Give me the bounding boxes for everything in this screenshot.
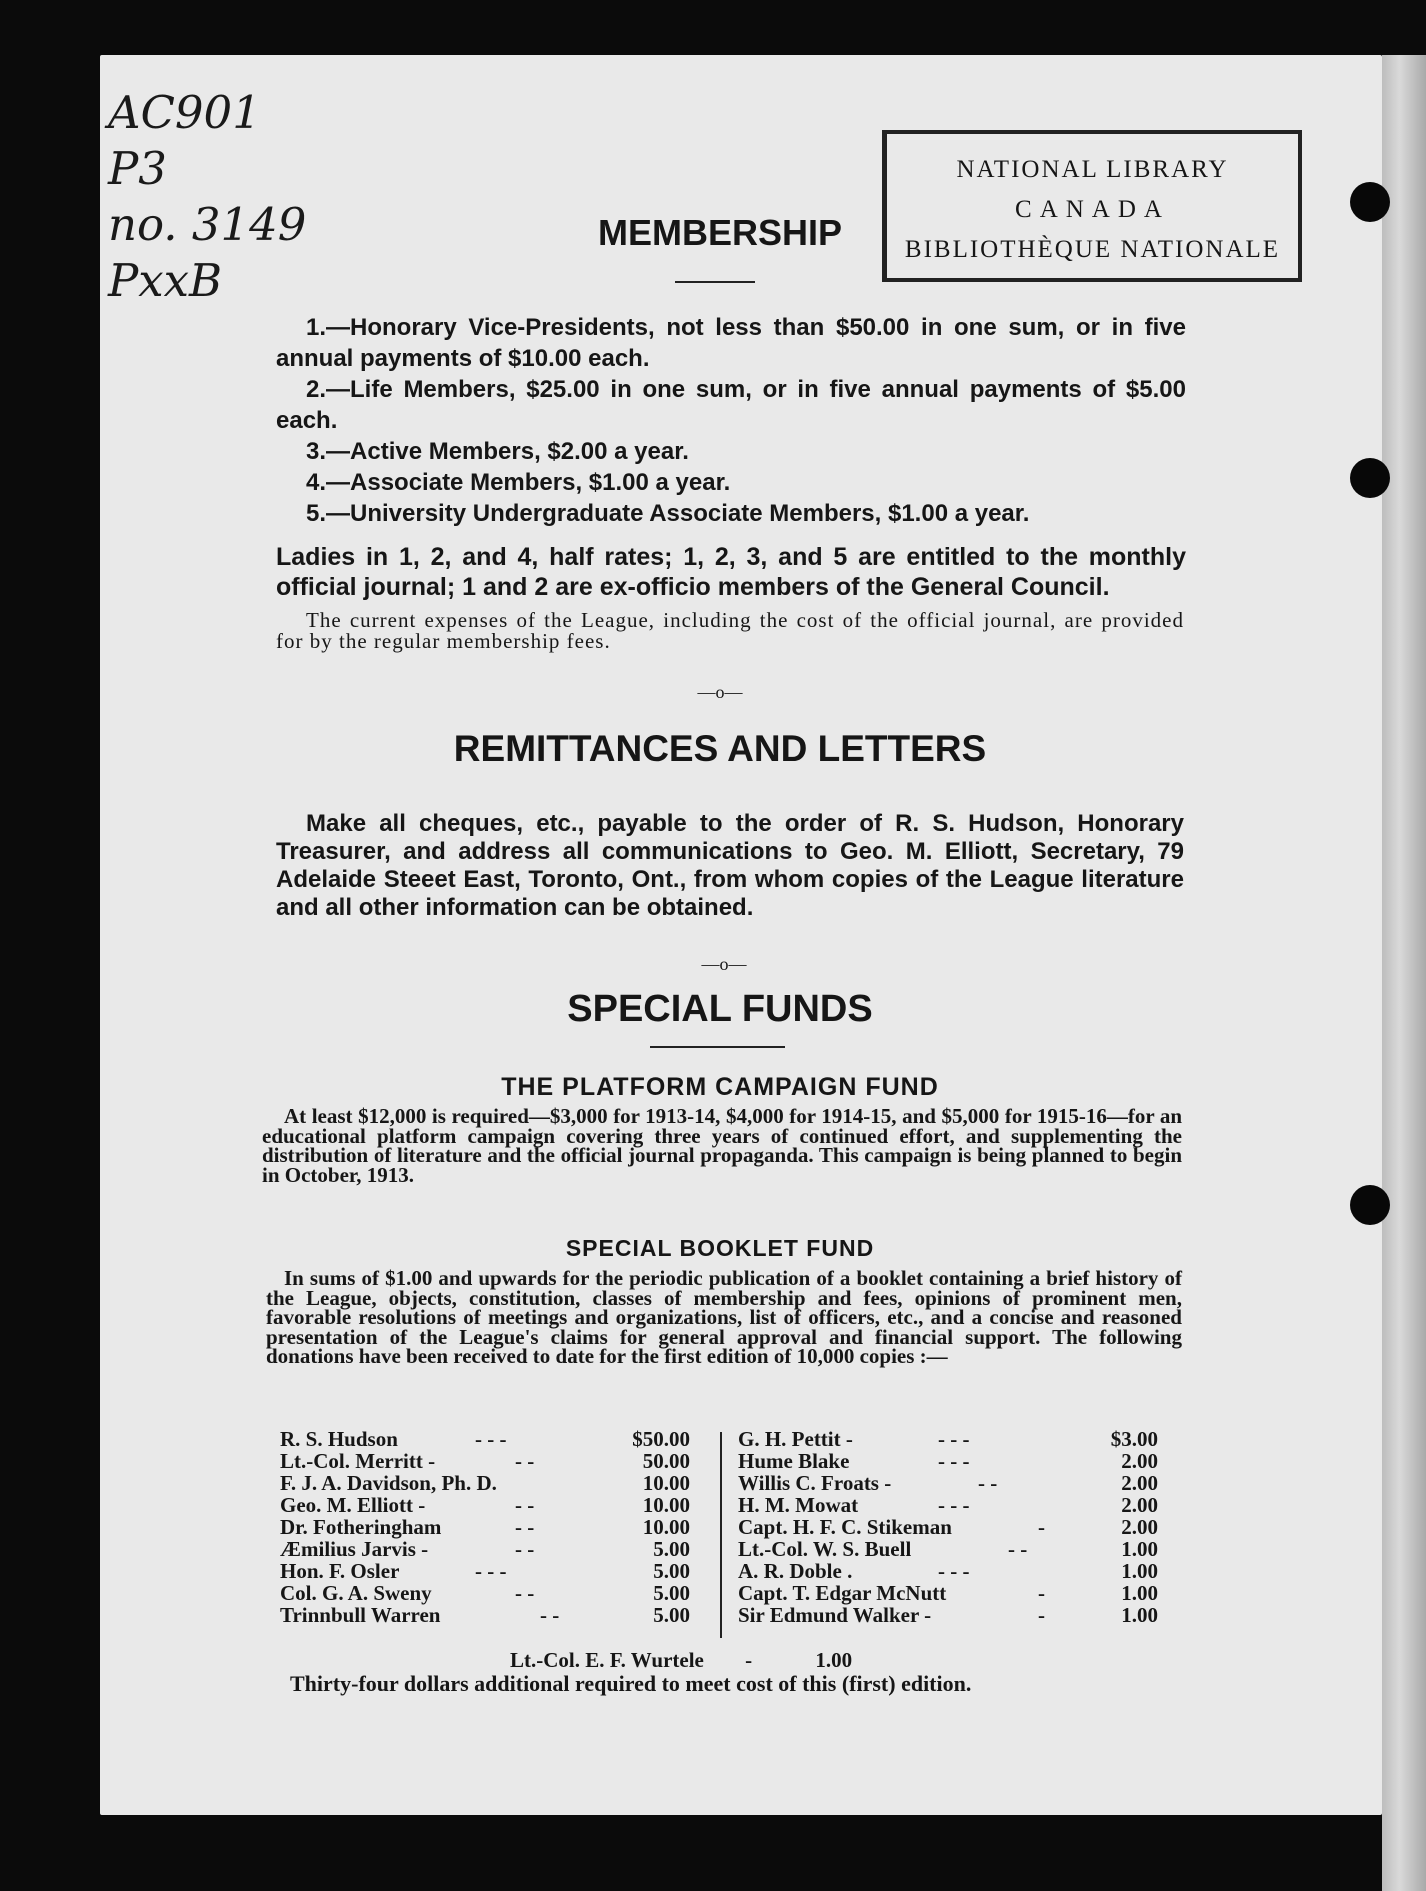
donor-name: Sir Edmund Walker - (738, 1603, 932, 1627)
remittances-heading: REMITTANCES AND LETTERS (453, 728, 987, 769)
donor-dash: - - - (938, 1449, 970, 1473)
donor-name: Geo. M. Elliott - (280, 1493, 426, 1517)
donor-name: Col. G. A. Sweny (280, 1581, 432, 1605)
stamp-line: NATIONAL LIBRARY (956, 156, 1229, 183)
donor-name: Hon. F. Osler (280, 1559, 400, 1583)
separator: —o— (697, 682, 743, 702)
donation-amount: 1.00 (815, 1648, 853, 1672)
donor-name: Willis C. Froats - (738, 1471, 892, 1495)
donation-row (738, 1604, 1158, 1626)
donor-dash: - - (515, 1493, 535, 1517)
column-divider (720, 1432, 722, 1638)
donor-dash: - - - (938, 1427, 970, 1451)
binding-hole (1350, 182, 1390, 222)
donor-name: Capt. T. Edgar McNutt (738, 1581, 947, 1605)
donation-row (280, 1582, 690, 1604)
call-number-line: AC901 (108, 86, 261, 139)
donation-amount: 1.00 (1121, 1603, 1158, 1627)
donation-amount: 2.00 (1121, 1515, 1158, 1539)
library-stamp (882, 130, 1302, 282)
donor-name: Lt.-Col. W. S. Buell (738, 1537, 912, 1561)
remittances-text: Make all cheques, etc., payable to the order of R. S. Hudson, Honorary Treasurer, and address all communications to Geo. M. Elliott, Secretary, 79 Adelaide Steeet East, Toronto, Ont., from whom copies of the League literature and all other information can be obtained. (276, 810, 1184, 921)
closing-note: Thirty-four dollars additional required to meet cost of this (first) edition. (290, 1671, 972, 1696)
donation-row (280, 1472, 690, 1494)
donor-dash: - (745, 1648, 753, 1672)
donor-dash: - (1038, 1581, 1045, 1605)
donor-name: F. J. A. Davidson, Ph. D. (280, 1471, 497, 1495)
platform-fund-heading: THE PLATFORM CAMPAIGN FUND (501, 1073, 939, 1101)
donation-amount: $3.00 (1110, 1427, 1158, 1451)
donor-dash: - - (540, 1603, 560, 1627)
donations-right-column (738, 1428, 1158, 1626)
scan-edge (1382, 55, 1426, 1891)
donation-amount: 10.00 (642, 1471, 690, 1495)
donor-dash: - - (515, 1515, 535, 1539)
donor-name: Dr. Fotheringham (280, 1515, 442, 1539)
binding-hole (1350, 458, 1390, 498)
donor-name: H. M. Mowat (738, 1493, 859, 1517)
binding-hole (1350, 1185, 1390, 1225)
call-number-line: P3 (108, 142, 167, 195)
stamp-line: CANADA (1015, 196, 1170, 223)
donor-dash: - - (515, 1581, 535, 1605)
membership-item: 3.—Active Members, $2.00 a year. (306, 438, 689, 465)
heading-rule (675, 281, 755, 283)
donor-dash: - - (978, 1471, 998, 1495)
call-number-line: PxxB (108, 254, 223, 307)
donation-amount: 5.00 (653, 1581, 690, 1605)
donor-name: R. S. Hudson (280, 1427, 398, 1451)
donor-dash: - (1038, 1515, 1045, 1539)
membership-item: 2.—Life Members, $25.00 in one sum, or in five annual payments of $5.00 each. (276, 376, 1186, 434)
donation-row (280, 1560, 690, 1582)
donation-amount: 1.00 (1121, 1559, 1158, 1583)
special-funds-heading: SPECIAL FUNDS (567, 988, 873, 1030)
membership-heading: MEMBERSHIP (597, 212, 843, 253)
donor-name: A. R. Doble . (738, 1559, 853, 1583)
donation-row (280, 1450, 690, 1472)
ladies-note: Ladies in 1, 2, and 4, half rates; 1, 2, 3, and 5 are entitled to the monthly official journal; 1 and 2 are ex-officio members of the General Council. (276, 543, 1186, 601)
donation-row-extra (510, 1648, 852, 1673)
donor-name: Hume Blake (738, 1449, 850, 1473)
donor-name: G. H. Pettit - (738, 1427, 853, 1451)
donation-row (738, 1538, 1158, 1560)
donations-list (280, 1428, 1180, 1644)
donor-dash: - - - (475, 1559, 507, 1583)
donation-amount: 5.00 (653, 1603, 690, 1627)
donation-amount: 1.00 (1121, 1537, 1158, 1561)
donations-left-column (280, 1428, 690, 1626)
stamp-line: BIBLIOTHÈQUE NATIONALE (904, 236, 1281, 263)
donation-row (738, 1560, 1158, 1582)
membership-item: 5.—University Undergraduate Associate Members, $1.00 a year. (306, 500, 1030, 527)
donation-row (738, 1516, 1158, 1538)
donor-dash: - (1038, 1603, 1045, 1627)
donation-row (280, 1604, 690, 1626)
booklet-fund-text: In sums of $1.00 and upwards for the periodic publication of a booklet containing a brief history of the League, objects, constitution, classes of membership and fees, opinions of prominent men, favorable resolutions of meetings and organizations, list of officers, etc., and a concise and reasoned presentation of the League's claims for general approval and financial support. The following donations have been received to date for the first edition of 10,000 copies :— (266, 1266, 1182, 1368)
donation-amount: $50.00 (632, 1427, 690, 1451)
donor-dash: - - - (938, 1559, 970, 1583)
donor-name: Æmilius Jarvis - (280, 1537, 429, 1561)
donation-row (738, 1494, 1158, 1516)
donation-row (738, 1472, 1158, 1494)
membership-list (276, 312, 1186, 529)
donation-amount: 50.00 (642, 1449, 690, 1473)
donation-row (280, 1516, 690, 1538)
donation-row (738, 1428, 1158, 1450)
handwritten-call-number (108, 85, 308, 309)
donor-name: Lt.-Col. Merritt - (280, 1449, 436, 1473)
call-number-line: no. 3149 (108, 198, 307, 251)
donation-row (280, 1494, 690, 1516)
donor-dash: - - - (938, 1493, 970, 1517)
membership-item: 4.—Associate Members, $1.00 a year. (306, 469, 731, 496)
donor-name: Lt.-Col. E. F. Wurtele (510, 1648, 704, 1672)
donation-amount: 10.00 (642, 1493, 690, 1517)
donor-name: Capt. H. F. C. Stikeman (738, 1515, 952, 1539)
donation-row (280, 1538, 690, 1560)
donation-amount: 10.00 (642, 1515, 690, 1539)
donation-amount: 2.00 (1121, 1471, 1158, 1495)
booklet-fund-heading: SPECIAL BOOKLET FUND (565, 1235, 875, 1261)
expenses-note: The current expenses of the League, including the cost of the official journal, are provided for by the regular membership fees. (276, 608, 1184, 653)
heading-rule (650, 1046, 785, 1048)
donor-dash: - - (515, 1449, 535, 1473)
donation-amount: 1.00 (1121, 1581, 1158, 1605)
donor-dash: - - - (475, 1427, 507, 1451)
membership-item: 1.—Honorary Vice-Presidents, not less than $50.00 in one sum, or in five annual payments of $10.00 each. (276, 314, 1186, 372)
donation-row (738, 1582, 1158, 1604)
donor-dash: - - (1008, 1537, 1028, 1561)
donor-dash: - - (515, 1537, 535, 1561)
donation-amount: 5.00 (653, 1537, 690, 1561)
donation-amount: 2.00 (1121, 1449, 1158, 1473)
donation-amount: 2.00 (1121, 1493, 1158, 1517)
donor-name: Trinnbull Warren (280, 1603, 441, 1627)
separator: —o— (701, 954, 747, 974)
donation-row (738, 1450, 1158, 1472)
donation-amount: 5.00 (653, 1559, 690, 1583)
donation-row (280, 1428, 690, 1450)
platform-fund-text: At least $12,000 is required—$3,000 for 1913-14, $4,000 for 1914-15, and $5,000 for 1915-16—for an educational platform campaign covering three years of continued effort, and supplementing the distribution of literature and the official journal propaganda. This campaign is being planned to begin in October, 1913. (262, 1104, 1182, 1187)
